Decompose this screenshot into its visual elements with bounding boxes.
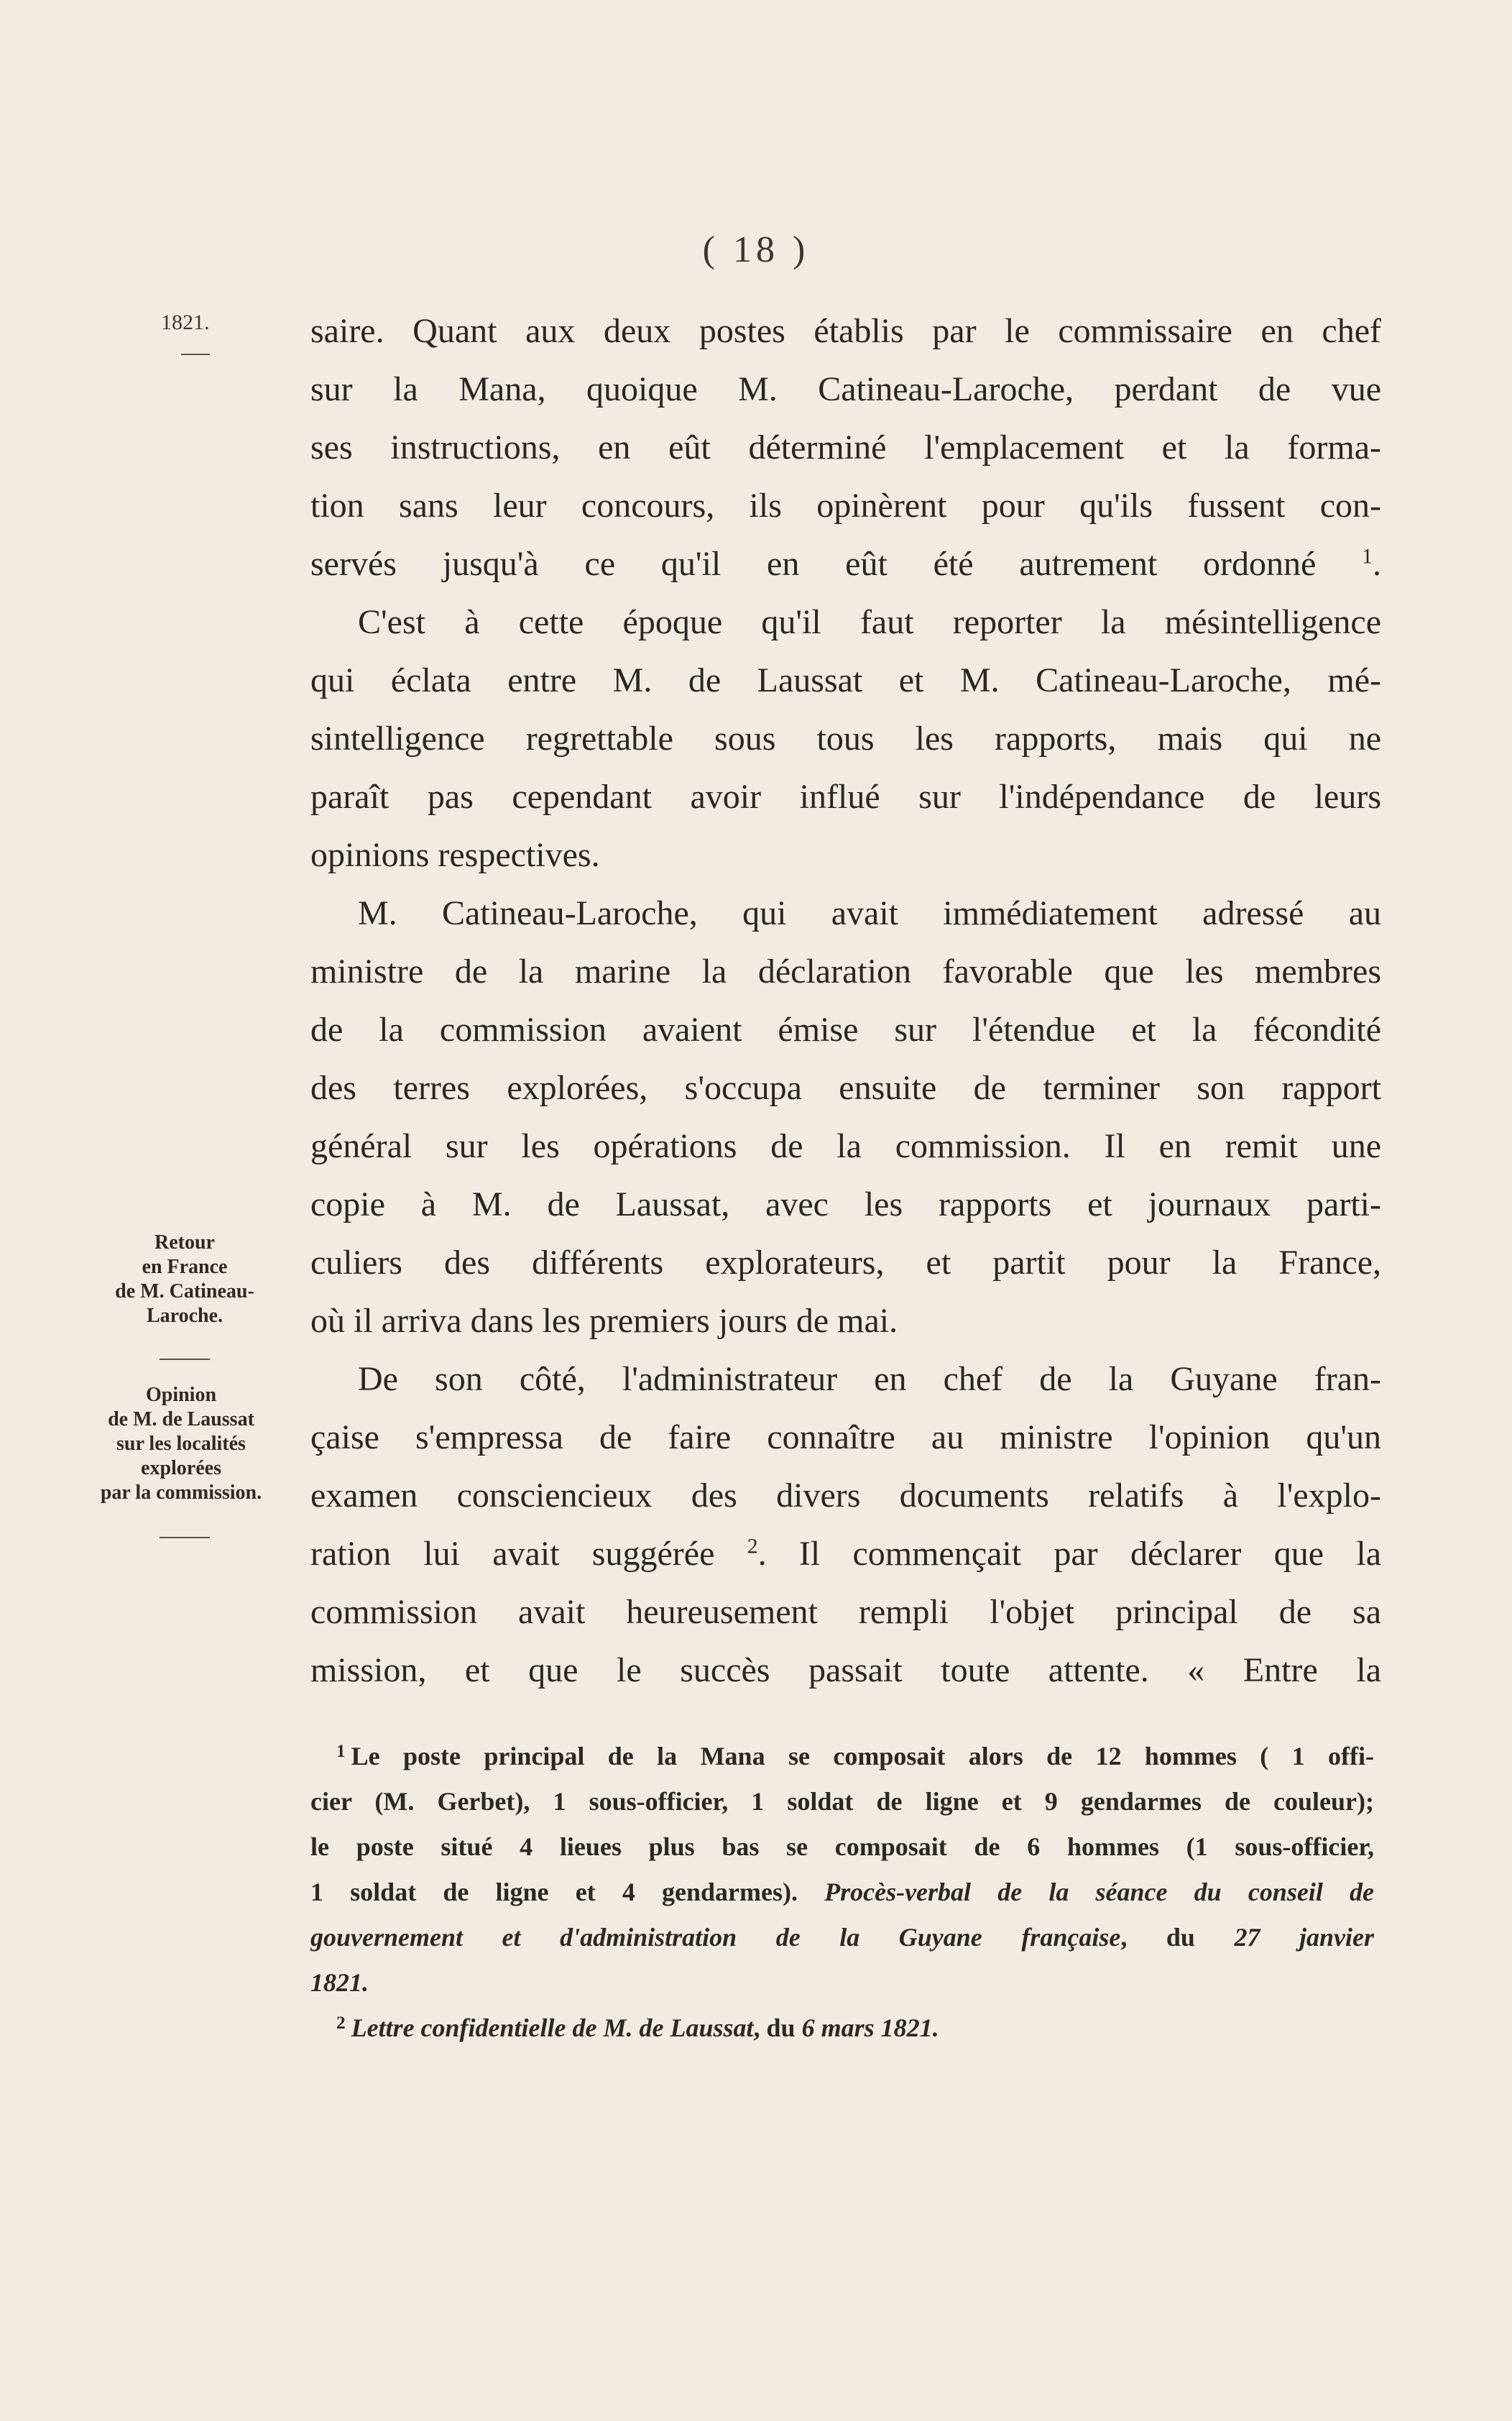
text-segment: , du [1120, 1923, 1195, 1952]
margin-note-rule [160, 1537, 210, 1538]
text-segment: . Il commençait par déclarer que la [757, 1535, 1381, 1573]
footnote-1-line: le poste situé 4 lieues plus bas se composait de 6 hommes (1 sous-officier, [310, 1832, 1374, 1861]
text-segment: . [1373, 545, 1381, 583]
text-segment: Procès-verbal de la séance du conseil de [824, 1878, 1374, 1906]
text-line: copie à M. de Laussat, avec les rapports et journaux parti- [310, 1185, 1381, 1223]
text-line: où il arriva dans les premiers jours de mai. [310, 1302, 898, 1340]
text-segment: 6 mars 1821. [801, 2013, 939, 2042]
text-segment: gouvernement et d'administration de la Guyane française [310, 1923, 1121, 1952]
text-line: de la commission avaient émise sur l'étendue et la fécondité [310, 1011, 1381, 1049]
text-line: ses instructions, en eût déterminé l'emplacement et la forma- [310, 428, 1381, 467]
margin-note-opinion [73, 1383, 289, 1505]
margin-note-line: en France [142, 1256, 228, 1278]
margin-note-line: de M. Catineau- [115, 1280, 254, 1303]
text-line: saire. Quant aux deux postes établis par le commissaire en chef [310, 312, 1381, 350]
footnote-2-line [310, 2006, 1374, 2051]
text-line: des terres explorées, s'occupa ensuite de terminer son rapport [310, 1069, 1381, 1107]
margin-note-line: de M. de Laussat [108, 1408, 254, 1430]
text-segment: Le poste principal de la Mana se composait alors de 12 hommes ( 1 offi- [351, 1742, 1374, 1770]
text-segment: 1821. [310, 1968, 369, 1997]
footnote-ref-2: 2 [747, 1534, 758, 1558]
footnote-1-line [310, 1960, 1374, 2006]
text-segment: 27 janvier [1234, 1923, 1374, 1952]
margin-note-retour [80, 1231, 289, 1328]
footnote-1-line [310, 1870, 1374, 1915]
year-rule [181, 354, 210, 355]
text-line [310, 535, 1381, 593]
text-line: ministre de la marine la déclaration favorable que les membres [310, 952, 1381, 991]
footnote-1-line [310, 1734, 1374, 1779]
text-segment: ration lui avait suggérée [310, 1535, 715, 1573]
margin-note-line: par la commission. [100, 1481, 262, 1504]
text-line: M. Catineau-Laroche, qui avait immédiatement adressé au [358, 894, 1381, 932]
text-line: commission avait heureusement rempli l'objet principal de sa [310, 1593, 1381, 1631]
text-line: paraît pas cependant avoir influé sur l'indépendance de leurs [310, 778, 1381, 816]
margin-note-line: Retour [155, 1231, 215, 1254]
margin-note-rule [160, 1359, 210, 1360]
text-line: mission, et que le succès passait toute attente. « Entre la [310, 1651, 1381, 1689]
margin-note-line: Opinion [145, 1384, 217, 1406]
footnotes [310, 1734, 1374, 2051]
text-segment: servés jusqu'à ce qu'il en eût été autrement ordonné [310, 545, 1317, 583]
page-number: ( 18 ) [702, 229, 810, 270]
margin-note-line: explorées [141, 1457, 221, 1479]
margin-year: 1821. [161, 311, 210, 334]
body-text [310, 302, 1381, 1699]
text-line: De son côté, l'administrateur en chef de la Guyane fran- [358, 1360, 1381, 1398]
text-segment: Lettre confidentielle de M. de Laussat [351, 2013, 754, 2042]
footnote-1-line [310, 1915, 1374, 1960]
text-line: examen consciencieux des divers documents relatifs à l'explo- [310, 1476, 1381, 1515]
text-line: C'est à cette époque qu'il faut reporter la mésintelligence [358, 603, 1381, 641]
text-line: çaise s'empressa de faire connaître au ministre l'opinion qu'un [310, 1418, 1381, 1456]
text-segment: , du [753, 2013, 796, 2042]
text-line: culiers des différents explorateurs, et partit pour la France, [310, 1244, 1381, 1282]
text-line: opinions respectives. [310, 836, 600, 874]
margin-note-line: sur les localités [116, 1433, 246, 1455]
footnote-ref-1: 1 [1362, 544, 1373, 569]
text-segment: 1 soldat de ligne et 4 gendarmes). [310, 1878, 798, 1906]
footnote-1-number: 1 [336, 1741, 346, 1761]
text-line [310, 1525, 1381, 1583]
footnote-2-number: 2 [336, 2013, 346, 2033]
text-line: qui éclata entre M. de Laussat et M. Catineau-Laroche, mé- [310, 661, 1381, 699]
text-line: sur la Mana, quoique M. Catineau-Laroche, perdant de vue [310, 370, 1381, 408]
margin-note-line: Laroche. [146, 1305, 223, 1327]
text-line: sintelligence regrettable sous tous les rapports, mais qui ne [310, 720, 1381, 758]
text-line: général sur les opérations de la commission. Il en remit une [310, 1127, 1381, 1165]
footnote-1-line: cier (M. Gerbet), 1 sous-officier, 1 soldat de ligne et 9 gendarmes de couleur); [310, 1787, 1374, 1816]
text-line: tion sans leur concours, ils opinèrent pour qu'ils fussent con- [310, 487, 1381, 525]
